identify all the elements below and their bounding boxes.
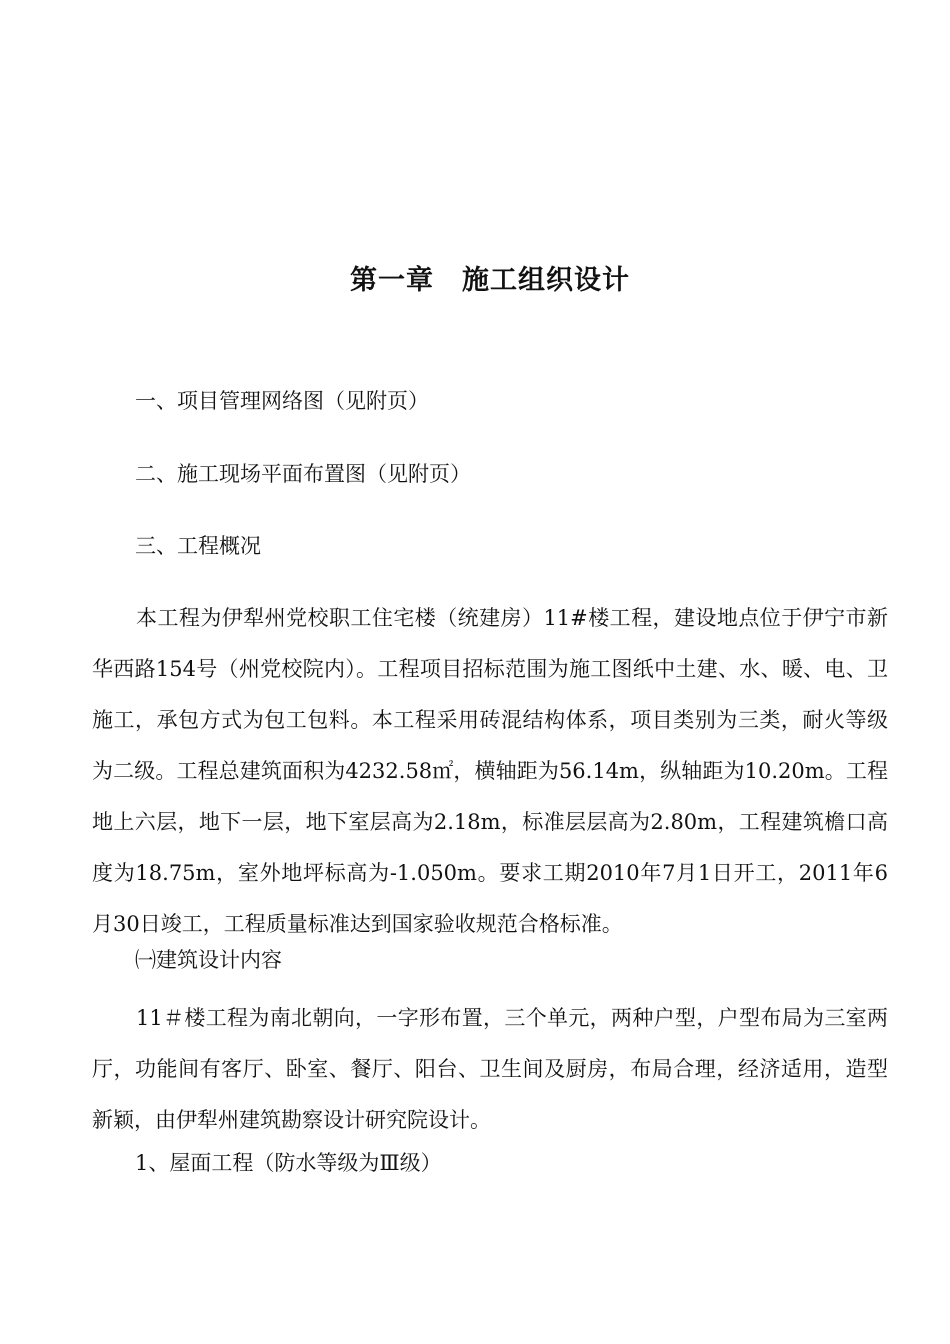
section-heading-network-diagram: 一、项目管理网络图（见附页） [135, 389, 429, 413]
building-design-subheading: ㈠建筑设计内容 [135, 948, 282, 972]
project-overview-paragraph: 本工程为伊犁州党校职工住宅楼（统建房）11#楼工程，建设地点位于伊宁市新华西路154号（州党校院内）。工程项目招标范围为施工图纸中土建、水、暖、电、卫施工，承包方式为包工包料。本工程采用砖混结构体系，项目类别为三类，耐火等级为二级。工程总建筑面积为4232.58㎡，横轴距为56.14m，纵轴距为10.20m。工程地上六层，地下一层，地下室层高为2.18m，标准层层高为2.80m，工程建筑檐口高度为18.75m，室外地坪标高为-1.050m。要求工期2010年7月1日开工，2011年6月30日竣工，工程质量标准达到国家验收规范合格标准。 [92, 606, 888, 936]
section-heading-site-layout: 二、施工现场平面布置图（见附页） [135, 462, 471, 486]
building-design-paragraph: 11＃楼工程为南北朝向，一字形布置，三个单元，两种户型，户型布局为三室两厅，功能间有客厅、卧室、餐厅、阳台、卫生间及厨房，布局合理，经济适用，造型新颖，由伊犁州建筑勘察设计研究院设计。 [92, 1006, 888, 1132]
chapter-title: 第一章 施工组织设计 [350, 265, 630, 296]
section-heading-project-overview: 三、工程概况 [135, 534, 261, 558]
roof-works-heading: 1、屋面工程（防水等级为Ⅲ级） [135, 1151, 442, 1175]
